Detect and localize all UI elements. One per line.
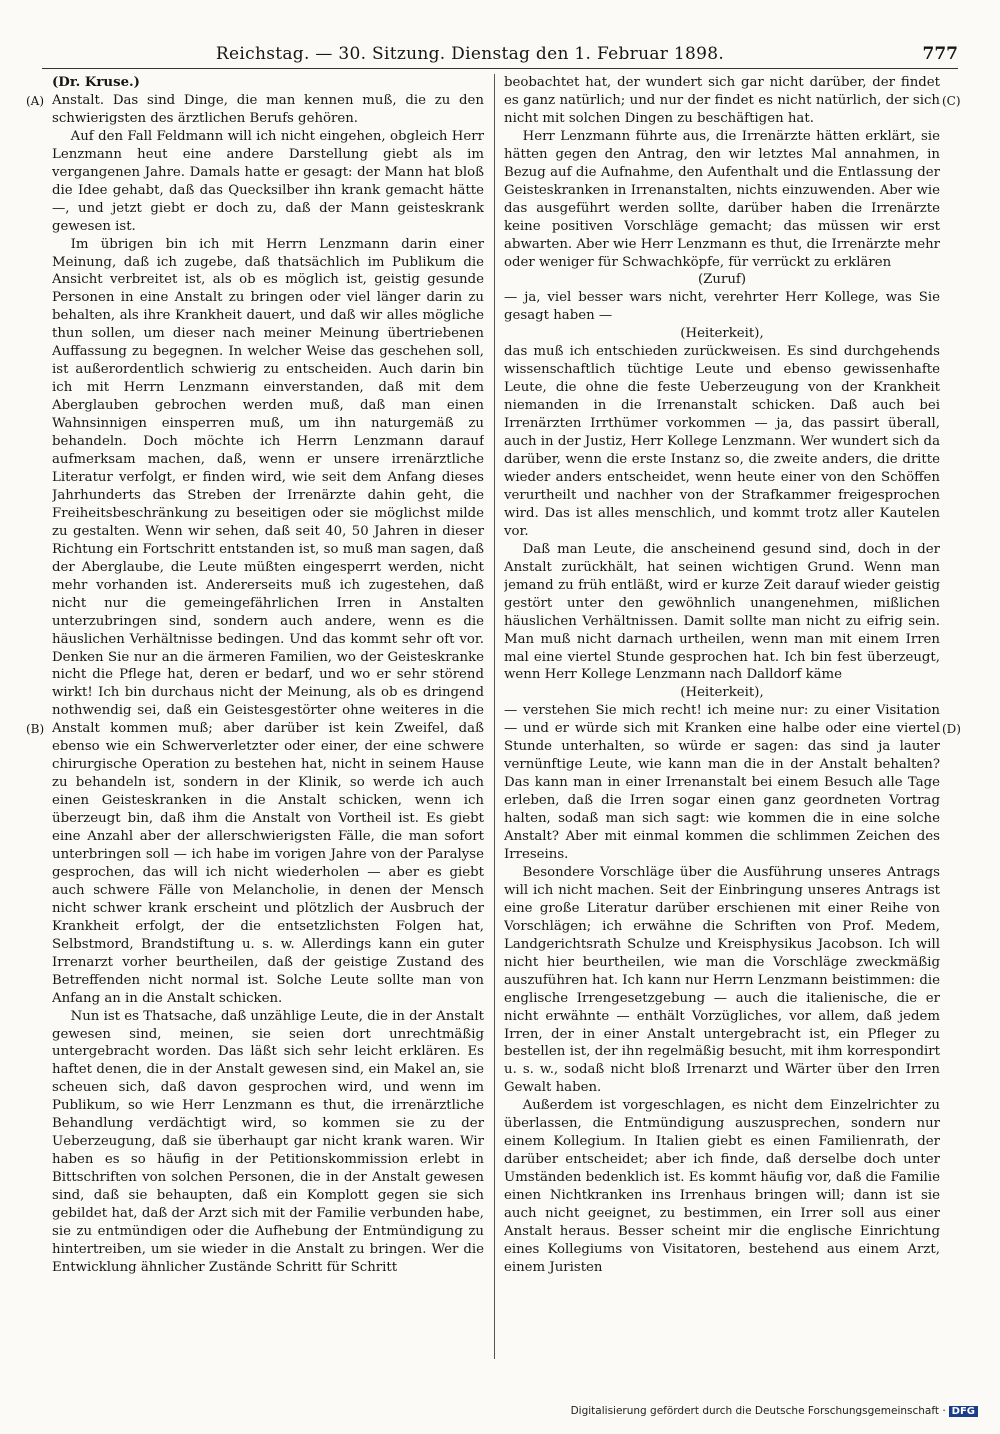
paragraph: Daß man Leute, die anscheinend gesund sind, doch in der Anstalt zurückhält, hat seinen wichtigen Grund. Wenn man jemand zu früh entläßt, wird er kurze Zeit darauf wieder geistig gestört unter den gewöhnlich unangenehmen, mißlichen häuslichen Verhältnissen. Damit sollte man nicht zu eifrig sein. Man muß nicht darnach urtheilen, wenn man mit einem Irren mal eine viertel Stunde gesprochen hat. Ich bin fest überzeugt, wenn Herr Kollege Lenzmann nach Dalldorf käme (504, 541, 940, 683)
right-column (504, 74, 940, 1359)
dfg-logo: DFG (949, 1406, 978, 1417)
running-title: Reichstag. — 30. Sitzung. Dienstag den 1. Februar 1898. (215, 44, 725, 64)
margin-marker-c: (C) (942, 94, 961, 108)
paragraph: Nun ist es Thatsache, daß unzählige Leute, die in der Anstalt gewesen sind, meinen, sie seien dort unrechtmäßig untergebracht worden. Das läßt sich sehr leicht erklären. Es haftet denen, die in der Anstalt gewesen sind, ein Makel an, sie scheuen sich, daß davon gesprochen wird, und wenn im Publikum, so wie Herr Lenzmann es thut, die irrenärztliche Behandlung verdächtigt wird, so kommen sie zu der Ueberzeugung, daß sie überhaupt gar nicht krank waren. Wir haben es so häufig in der Petitionskommission erlebt in Bittschriften von solchen Personen, die in der Anstalt gewesen sind, daß sie behaupten, daß ein Komplott gegen sie sich gebildet hat, daß der Arzt sich mit der Familie verbunden habe, sie zu entmündigen oder die Aufhebung der Entmündigung zu hintertreiben, um sie wieder in die Anstalt zu bringen. Wer die Entwicklung ähnlicher Zustände Schritt für Schritt (52, 1008, 484, 1275)
margin-marker-b: (B) (26, 722, 45, 736)
paragraph: Auf den Fall Feldmann will ich nicht eingehen, obgleich Herr Lenzmann heut eine andere Darstellung giebt als im vergangenen Jahre. Damals hatte er gesagt: der Mann hat bloß die Idee gehabt, daß das Quecksilber ihn krank gemacht hätte —, und jetzt giebt er doch zu, daß der Mann geisteskrank gewesen ist. (52, 128, 484, 234)
margin-marker-d: (D) (942, 722, 961, 736)
paragraph: das muß ich entschieden zurückweisen. Es sind durchgehends wissenschaftlich tüchtige Leute und ebenso gewissenhafte Leute, die ohne die feste Ueberzeugung von der Krankheit niemanden in die Irrenanstalt schicken. Daß auch bei Irrenärzten Irrthümer vorkommen — ja, das passirt überall, auch in der Justiz, Herr Kollege Lenzmann. Wer wundert sich da darüber, wenn die erste Instanz so, die zweite anders, die dritte wieder anders entscheidet, wenn heute einer von den Schöffen verurtheilt und nachher von der Strafkammer freigesprochen wird. Das ist alles menschlich, und kommt trotz aller Kautelen vor. (504, 344, 940, 539)
margin-marker-a: (A) (26, 94, 45, 108)
column-divider (494, 74, 495, 1359)
interjection: (Heiterkeit), (680, 685, 764, 701)
speaker-label: (Dr. Kruse.) (52, 75, 140, 90)
paragraph: Herr Lenzmann führte aus, die Irrenärzte hätten erklärt, sie hätten gegen den Antrag, den wir letztes Mal annahmen, in Bezug auf die Aufnahme, den Aufenthalt und die Entlassung der Geisteskranken in Irrenanstalten, nichts einzuwenden. Aber wie das ausgeführt werden sollte, darüber haben die Irrenärzte keine positiven Vorschläge gemacht; das müssen wir erst abwarten. Aber wie Herr Lenzmann es thut, die Irrenärzte mehr oder weniger für Schwachköpfe, für verrückt zu erklären (504, 128, 940, 270)
footer (571, 1405, 978, 1417)
interjection: (Zuruf) (697, 272, 747, 288)
paragraph: Im übrigen bin ich mit Herrn Lenzmann darin einer Meinung, daß ich zugebe, daß thatsächlich im Publikum die Ansicht verbreitet ist, als ob es möglich ist, geistig gesunde Personen in eine Anstalt zu bringen oder viel länger darin zu behalten, als ihre Krankheit dauert, und daß wir alles mögliche thun sollen, um dieser nach meiner Meinung übertriebenen Auffassung zu begegnen. In welcher Weise das geschehen soll, ist außerordentlich schwierig zu entscheiden. Auch darin bin ich mit Herrn Lenzmann einverstanden, daß mit dem Aberglauben gebrochen werden muß, daß man einen Wahnsinnigen einsperren muß, um ihn naturgemäß zu behandeln. Doch möchte ich Herrn Lenzmann darauf aufmerksam machen, daß, wenn er unsere irrenärztliche Literatur verfolgt, er finden wird, wie seit dem Anfang dieses Jahrhunderts das Streben der Irrenärzte dahin geht, die Freiheitsbeschränkung zu beseitigen oder sie möglichst milde zu gestalten. Wenn wir sehen, daß seit 40, 50 Jahren in dieser Richtung ein Fortschritt entstanden ist, so muß man sagen, daß der Aberglaube, die Leute müßten eingesperrt werden, nicht mehr vorhanden ist. Andererseits muß ich zugestehen, daß nicht nur die gemeingefährlichen Irren in Anstalten unterzubringen sind, sondern auch andere, wenn es die häuslichen Verhältnisse bedingen. Und das kommt sehr oft vor. Denken Sie nur an die ärmeren Familien, wo der Geisteskranke nicht die Pflege hat, deren er bedarf, und wo er sehr störend wirkt! Ich bin durchaus nicht der Meinung, als ob es dringend nothwendig sei, daß ein Geistesgestörter ohne weiteres in die Anstalt kommen muß; aber darüber ist kein Zweifel, daß ebenso wie ein Schwerverletzter oder einer, der eine schwere chirurgische Operation zu bestehen hat, nicht in seinem Hause zu behandeln ist, sondern in der Klinik, so werde ich auch einen Geisteskranken in die Anstalt schicken, wenn ich überzeugt bin, daß ihm die Anstalt von Vortheil ist. Es giebt eine Anzahl aber der allerschwierigsten Fälle, die man sofort unterbringen soll — ich habe im vorigen Jahre von der Paralyse gesprochen, das will ich nicht wiederholen — aber es giebt auch schwere Fälle von Melancholie, in denen der Mensch nicht schwer krank erscheint und plötzlich der Ausbruch der Krankheit erfolgt, der die entsetzlichsten Folgen hat, Selbstmord, Brandstiftung u. s. w. Allerdings kann ein guter Irrenarzt vorher beurtheilen, daß der geistige Zustand des Betreffenden nicht normal ist. Solche Leute sollte man von Anfang an in die Anstalt schicken. (52, 236, 484, 1006)
paragraph: Besondere Vorschläge über die Ausführung unseres Antrags will ich nicht machen. Seit der Einbringung unseres Antrags ist eine große Literatur darüber erschienen mit einer Reihe von Vorschlägen; ich erwähne die Schriften von Prof. Medem, Landgerichtsrath Schulze und Kreisphysikus Jacobson. Ich will nicht hier beurtheilen, wie man die Vorschläge zweckmäßig auszuführen hat. Ich kann nur Herrn Lenzmann beistimmen: die englische Irrengesetzgebung — auch die italienische, die er nicht erwähnte — enthält Vorzügliches, vor allem, daß jedem Irren, der in einer Anstalt untergebracht ist, ein Pfleger zu bestellen ist, der ihn regelmäßig besucht, mit ihm korrespondirt u. s. w., sodaß nicht bloß Irrenarzt und Wärter über den Irren Gewalt haben. (504, 864, 940, 1096)
paragraph: — verstehen Sie mich recht! ich meine nur: zu einer Visitation — und er würde sich mit Kranken eine halbe oder eine viertel Stunde unterhalten, so würde er sagen: das sind ja lauter vernünftige Leute, wie kann man die in der Anstalt behalten? Das kann man in einer Irrenanstalt bei einem Besuch alle Tage erleben, daß die Irren sogar einen ganz geordneten Vortrag halten, sodaß man sich sagt: wie kommen die in eine solche Anstalt? Aber mit einmal kommen die schlimmen Zeichen des Irreseins. (504, 703, 940, 862)
page-header (42, 42, 958, 69)
paragraph: beobachtet hat, der wundert sich gar nicht darüber, der findet es ganz natürlich; und nur der findet es nicht natürlich, der sich nicht mit solchen Dingen zu beschäftigen hat. (504, 75, 940, 126)
interjection: (Heiterkeit), (680, 326, 764, 342)
page-number: 777 (922, 44, 958, 64)
paragraph: Außerdem ist vorgeschlagen, es nicht dem Einzelrichter zu überlassen, die Entmündigung auszusprechen, sondern nur einem Kollegium. In Italien giebt es einen Familienrath, der darüber entscheidet; aber ich finde, daß derselbe doch unter Umständen bedenklich ist. Es kommt häufig vor, daß die Familie einen Nichtkranken ins Irrenhaus bringen will; dann ist sie auch nicht geeignet, zu bestimmen, ein Irrer soll aus einer Anstalt heraus. Besser scheint mir die englische Einrichtung eines Kollegiums von Visitatoren, bestehend aus einem Arzt, einem Juristen (504, 1098, 940, 1275)
paragraph: Anstalt. Das sind Dinge, die man kennen muß, die zu den schwierigsten des ärztlichen Berufs gehören. (52, 92, 484, 126)
left-column (52, 74, 484, 1359)
paragraph: — ja, viel besser wars nicht, verehrter Herr Kollege, was Sie gesagt haben — (504, 290, 940, 324)
footer-text: Digitalisierung gefördert durch die Deutsche Forschungsgemeinschaft · (570, 1405, 946, 1417)
